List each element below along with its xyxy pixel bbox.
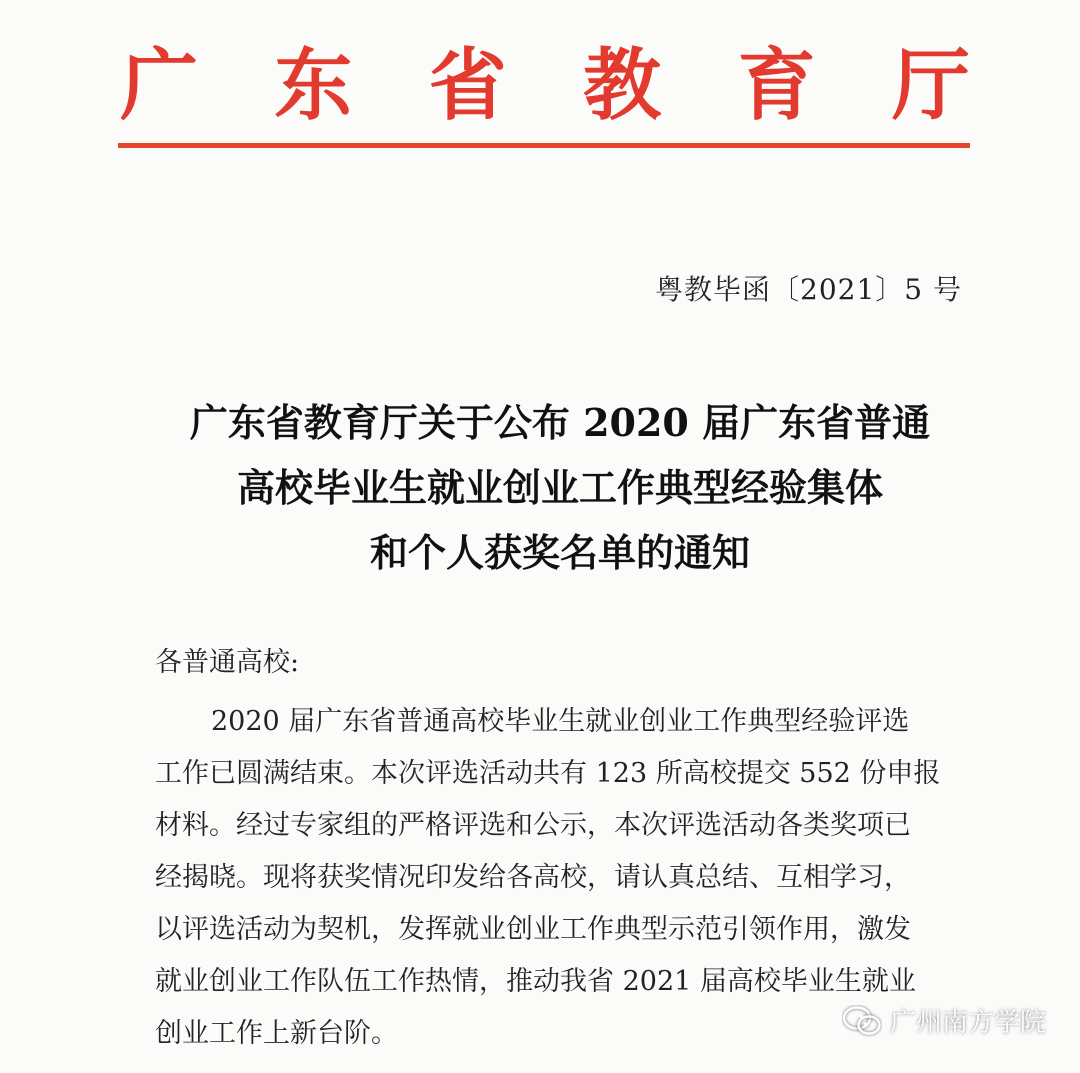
letterhead-red-rule [118,143,970,148]
watermark-text: 广州南方学院 [889,1008,1046,1038]
body-line: 工作已圆满结束。本次评选活动共有 123 所高校提交 552 份申报 [155,758,941,789]
source-watermark [842,1002,1046,1039]
letterhead [120,38,970,134]
body-line: 以评选活动为契机，发挥就业创业工作典型示范引领作用，激发 [155,914,911,945]
body-line: 2020 届广东省普通高校毕业生就业创业工作典型经验评选 [211,706,910,737]
body-line: 就业创业工作队伍工作热情，推动我省 2021 届高校毕业生就业 [155,966,916,997]
letterhead-char: 育 [737,41,816,131]
document-title [120,390,1000,585]
salutation: 各普通高校: [155,647,300,678]
body-line: 经揭晓。现将获奖情况印发给各高校，请认真总结、互相学习， [155,862,911,893]
title-line: 高校毕业生就业创业工作典型经验集体 [236,465,883,510]
letterhead-char: 省 [428,41,507,131]
wechat-icon [842,1005,882,1037]
title-line: 和个人获奖名单的通知 [369,530,750,575]
title-line: 广东省教育厅关于公布 2020 届广东省普通 [189,400,931,445]
letterhead-char: 厅 [891,41,970,131]
body-line: 材料。经过专家组的严格评选和公示，本次评选活动各类奖项已 [155,810,911,841]
letterhead-char: 广 [120,41,199,131]
body-paragraph [155,696,960,1060]
letterhead-char: 东 [274,41,353,131]
body-line: 创业工作上新台阶。 [155,1018,398,1049]
letterhead-char: 教 [583,41,662,131]
document-number: 粤教毕函〔2021〕5 号 [655,273,962,306]
